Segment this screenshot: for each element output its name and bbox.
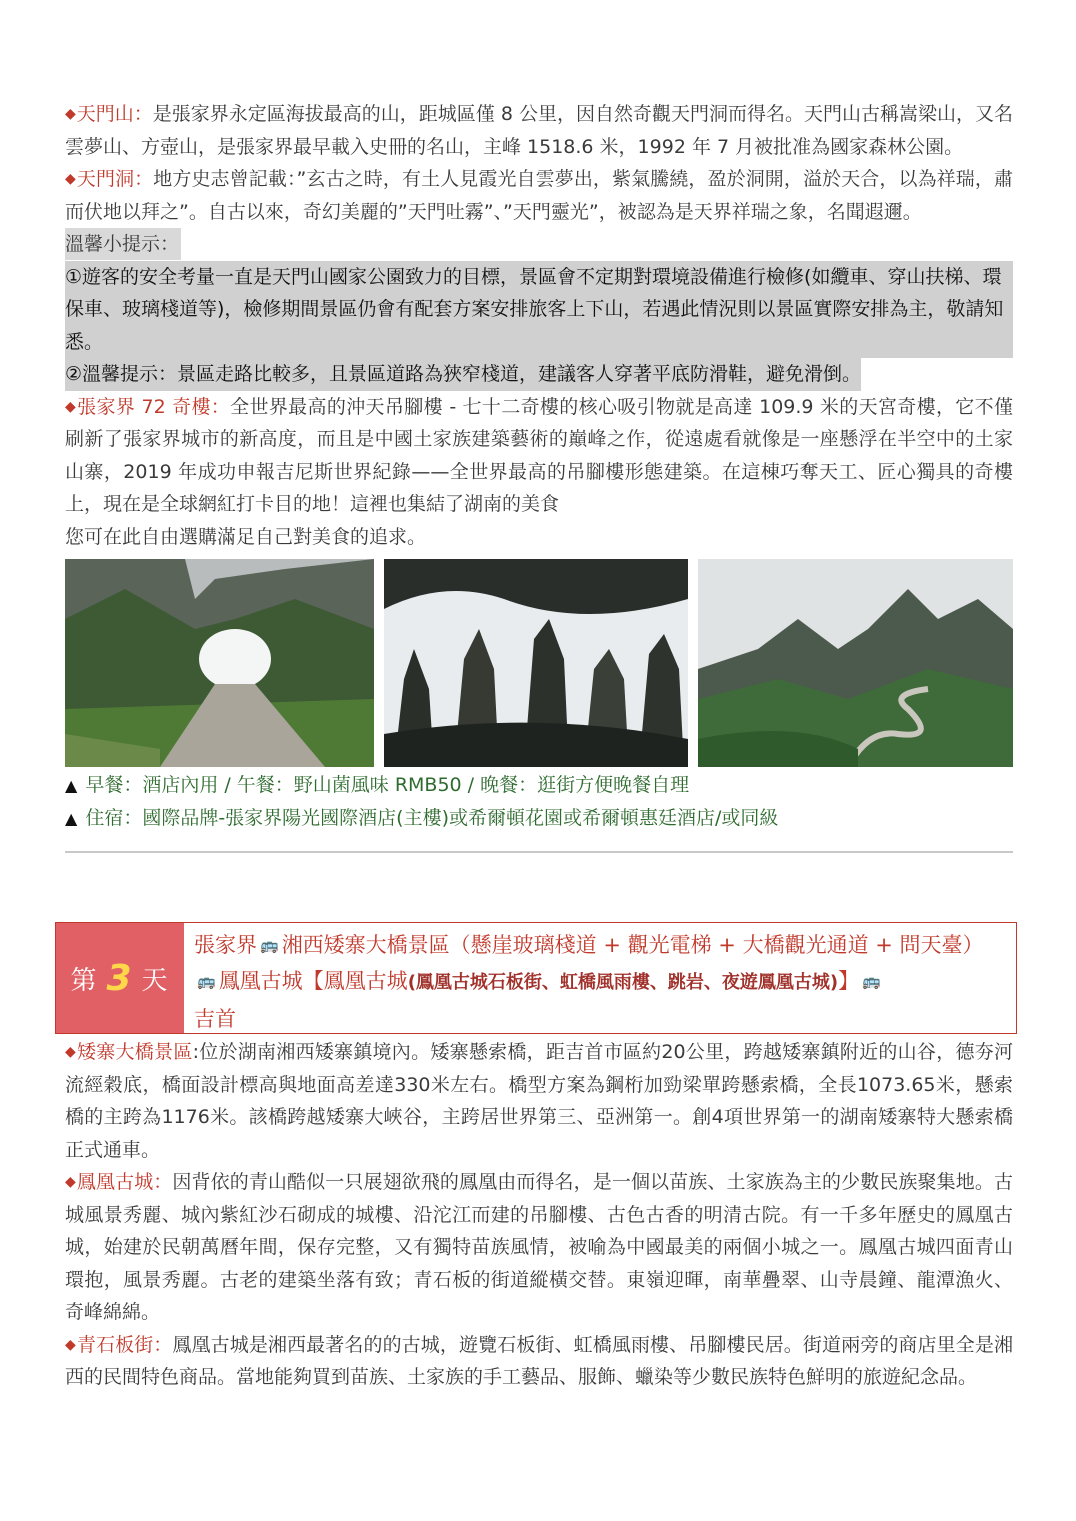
day-suffix: 天: [141, 965, 170, 996]
route-stop-fenghuang: 鳳凰古城【鳳凰古城: [218, 969, 408, 993]
section-heading: 張家界 72 奇樓：: [77, 395, 231, 418]
tip-item-2: ②溫馨提示：景區走路比較多，且景區道路為狹窄棧道，建議客人穿著平底防滑鞋，避免滑倒。: [65, 358, 861, 391]
section-body: 地方史志曾記載：”玄古之時，有土人見霞光自雲夢出，紫氣騰繞，盈於洞開，溢於天合，以為祥瑞，肅而伏地以拜之”。自古以來，奇幻美麗的”天門吐霧”、”天門靈光”，被認為是天界祥瑞之象，名聞遐邇。: [65, 168, 1013, 223]
section-body: :位於湖南湘西矮寨鎮境內。矮寨懸索橋，距吉首市區約20公里，跨越矮寨鎮附近的山谷，德夯河流經穀底，橋面設計標高與地面高差達330米左右。橋型方案為鋼桁加勁梁單跨懸索橋，全長1073.65米，懸索橋的主跨為1176米。該橋跨越矮寨大峽谷，主跨居世界第三、亞洲第一。創4項世界第一的湖南矮寨特大懸索橋正式通車。: [65, 1041, 1013, 1161]
section-tianmen-cave: [65, 163, 1013, 228]
diamond-icon: ◆: [65, 1336, 76, 1353]
section-heading: 青石板街：: [76, 1333, 173, 1356]
tip-item-2-row: [65, 358, 1013, 391]
route-fenghuang-details: (鳳凰古城石板街、虹橋風雨樓、跳岩、夜遊鳳凰古城): [407, 972, 839, 993]
route-stop-aizhai: 湘西矮寨大橋景區（懸崖玻璃棧道 + 觀光電梯 + 大橋觀光通道 + 問天臺）: [281, 933, 984, 957]
section-aizhai-bridge: [65, 1036, 1013, 1166]
day-header: [55, 922, 1017, 1034]
section-heading: 天門洞：: [76, 168, 154, 190]
diamond-icon: ◆: [65, 1044, 77, 1060]
diamond-icon: ◆: [65, 1174, 76, 1190]
section-body: 是張家界永定區海拔最高的山，距城區僅 8 公里，因自然奇觀天門洞而得名。天門山古稱嵩梁山，又名雲夢山、方壺山，是張家界最早載入史冊的名山，主峰 1518.6 米，1992 年 7 月被批准為國家森林公園。: [65, 103, 1013, 158]
route-bracket-close: 】: [838, 969, 860, 993]
section-72-tower: [65, 391, 1013, 554]
section-heading: 矮寨大橋景區: [77, 1041, 193, 1063]
photo-tianmen-cave: [65, 559, 374, 767]
tips-title: 溫馨小提示：: [65, 228, 181, 260]
document-top: [65, 98, 1013, 853]
triangle-icon: ▲: [65, 776, 78, 795]
route-end: 吉首: [194, 1007, 236, 1031]
photo-misty-peaks: [384, 559, 688, 767]
triangle-icon: ▲: [65, 809, 78, 828]
route-start: 張家界: [194, 933, 257, 957]
bus-icon: 🚌: [260, 936, 279, 954]
section-fenghuang: [65, 1166, 1013, 1329]
tip-item-1: ①遊客的安全考量一直是天門山國家公園致力的目標，景區會不定期對環境設備進行檢修(如纜車、穿山扶梯、環保車、玻璃棧道等)，檢修期間景區仍會有配套方案安排旅客上下山，若遇此情況則以景區實際安排為主，敬請知悉。: [65, 261, 1013, 359]
diamond-icon: ◆: [65, 398, 77, 415]
photo-winding-road: [698, 559, 1013, 767]
diamond-icon: ◆: [65, 106, 76, 122]
tips-title-row: [65, 228, 1013, 261]
bus-icon: 🚌: [197, 972, 216, 990]
photo-row: [65, 559, 1013, 767]
section-body: 全世界最高的沖天吊腳樓 - 七十二奇樓的核心吸引物就是高達 109.9 米的天宮奇樓，它不僅刷新了張家界城市的新高度，而且是中國土家族建築藝術的巔峰之作，從遠處看就像是一座懸浮在半空中的土家山寨，2019 年成功申報吉尼斯世界紀錄——全世界最高的吊腳樓形態建築。在這棟巧奪天工、匠心獨具的奇樓上，現在是全球網紅打卡目的地！這裡也集結了湖南的美食: [65, 395, 1013, 515]
meals-text: 早餐：酒店內用 / 午餐：野山菌風味 RMB50 / 晚餐：逛街方便晚餐自理: [85, 774, 690, 796]
document-day3: [65, 1036, 1013, 1394]
section-tianmen-mountain: [65, 98, 1013, 163]
section-heading: 天門山：: [76, 103, 153, 125]
section-body-2: 您可在此自由選購滿足自己對美食的追求。: [65, 525, 427, 548]
day-number: 3: [106, 957, 134, 999]
bus-icon: 🚌: [862, 972, 881, 990]
hotel-row: [65, 802, 1013, 835]
diamond-icon: ◆: [65, 171, 76, 187]
section-stone-street: [65, 1329, 1013, 1394]
section-body: 因背依的青山酷似一只展翅欲飛的鳳凰由而得名，是一個以苗族、土家族為主的少數民族聚集地。古城風景秀麗、城內紫紅沙石砌成的城樓、沿沱江而建的吊腳樓、古色古香的明清古院。有一千多年歷史的鳳凰古城，始建於民朝萬曆年間，保存完整，又有獨特苗族風情，被喻為中國最美的兩個小城之一。鳳凰古城四面青山環抱，風景秀麗。古老的建築坐落有致；青石板的街道縱橫交替。東嶺迎暉，南華疊翠、山寺晨鐘、龍潭漁火、奇峰綿綿。: [65, 1171, 1013, 1323]
meals-row: [65, 769, 1013, 802]
section-heading: 鳳凰古城：: [76, 1171, 173, 1193]
section-divider: [65, 851, 1013, 853]
hotel-text: 住宿：國際品牌-張家界陽光國際酒店(主樓)或希爾頓花園或希爾頓惠廷酒店/或同級: [85, 807, 779, 829]
section-body: 鳳凰古城是湘西最著名的的古城，遊覽石板街、虹橋風雨樓、吊腳樓民居。街道兩旁的商店里全是湘西的民間特色商品。當地能夠買到苗族、土家族的手工藝品、服飾、蠟染等少數民族特色鮮明的旅遊紀念品。: [65, 1333, 1013, 1388]
day-prefix: 第: [70, 965, 99, 996]
day-route: [184, 923, 1016, 1033]
day-label: [56, 923, 184, 1033]
